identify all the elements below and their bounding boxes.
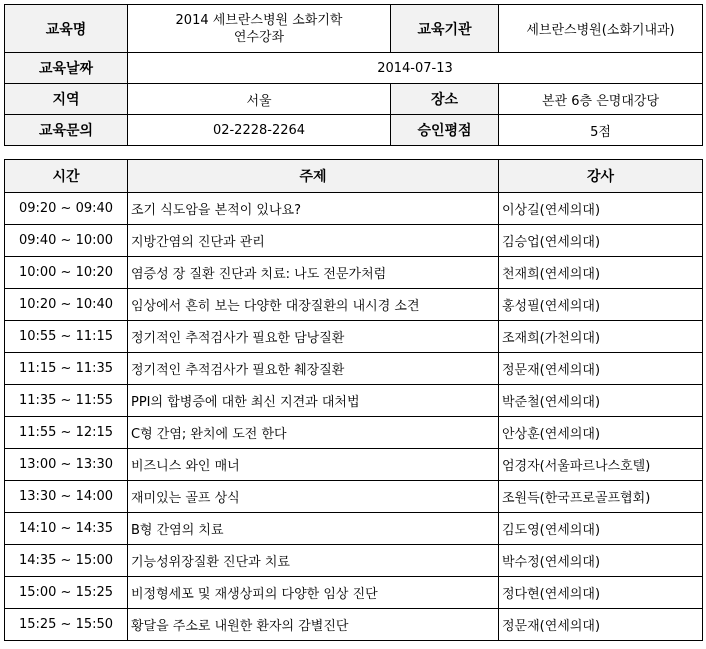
time-cell: 13:30 ~ 14:00: [5, 481, 128, 513]
time-cell: 11:55 ~ 12:15: [5, 417, 128, 449]
lecturer-cell: 정다현(연세의대): [499, 577, 703, 609]
table-row: [5, 545, 703, 577]
table-row: [5, 257, 703, 289]
time-cell: 10:00 ~ 10:20: [5, 257, 128, 289]
lecturer-cell: 박준철(연세의대): [499, 385, 703, 417]
course-name-line1: 2014 세브란스병원 소화기학: [175, 12, 343, 28]
time-cell: 15:00 ~ 15:25: [5, 577, 128, 609]
lecturer-header: 강사: [499, 160, 703, 193]
institution-label: 교육기관: [391, 5, 499, 53]
course-info-table: [4, 4, 703, 146]
topic-cell: 황달을 주소로 내원한 환자의 감별진단: [128, 609, 499, 641]
topic-cell: 지방간염의 진단과 관리: [128, 225, 499, 257]
lecturer-cell: 박수정(연세의대): [499, 545, 703, 577]
lecturer-cell: 천재희(연세의대): [499, 257, 703, 289]
place-value: 본관 6층 은명대강당: [499, 84, 703, 115]
topic-cell: 정기적인 추적검사가 필요한 담낭질환: [128, 321, 499, 353]
topic-header: 주제: [128, 160, 499, 193]
date-label: 교육날짜: [5, 53, 128, 84]
credit-value: 5점: [499, 115, 703, 146]
lecturer-cell: 정문재(연세의대): [499, 353, 703, 385]
schedule-table: [4, 159, 703, 641]
table-row: [5, 289, 703, 321]
table-row: [5, 417, 703, 449]
table-row: [5, 609, 703, 641]
table-row: [5, 577, 703, 609]
lecturer-cell: 조재희(가천의대): [499, 321, 703, 353]
place-label: 장소: [391, 84, 499, 115]
lecturer-cell: 홍성필(연세의대): [499, 289, 703, 321]
time-cell: 10:55 ~ 11:15: [5, 321, 128, 353]
lecturer-cell: 조원득(한국프로골프협회): [499, 481, 703, 513]
lecturer-cell: 정문재(연세의대): [499, 609, 703, 641]
course-name-line2: 연수강좌: [233, 29, 285, 45]
lecturer-cell: 김승업(연세의대): [499, 225, 703, 257]
time-cell: 09:40 ~ 10:00: [5, 225, 128, 257]
topic-cell: 재미있는 골프 상식: [128, 481, 499, 513]
topic-cell: 임상에서 흔히 보는 다양한 대장질환의 내시경 소견: [128, 289, 499, 321]
schedule-header-row: [5, 160, 703, 193]
lecturer-cell: 이상길(연세의대): [499, 193, 703, 225]
table-row: [5, 193, 703, 225]
time-cell: 13:00 ~ 13:30: [5, 449, 128, 481]
topic-cell: B형 간염의 치료: [128, 513, 499, 545]
topic-cell: C형 간염; 완치에 도전 한다: [128, 417, 499, 449]
time-cell: 14:10 ~ 14:35: [5, 513, 128, 545]
contact-value: 02-2228-2264: [128, 115, 391, 146]
time-cell: 10:20 ~ 10:40: [5, 289, 128, 321]
table-row: [5, 225, 703, 257]
topic-cell: 정기적인 추적검사가 필요한 췌장질환: [128, 353, 499, 385]
time-cell: 11:35 ~ 11:55: [5, 385, 128, 417]
topic-cell: 조기 식도암을 본적이 있나요?: [128, 193, 499, 225]
time-cell: 09:20 ~ 09:40: [5, 193, 128, 225]
date-value: 2014-07-13: [128, 53, 703, 84]
institution-value: 세브란스병원(소화기내과): [499, 5, 703, 53]
credit-label: 승인평점: [391, 115, 499, 146]
time-cell: 11:15 ~ 11:35: [5, 353, 128, 385]
lecturer-cell: 김도영(연세의대): [499, 513, 703, 545]
time-header: 시간: [5, 160, 128, 193]
table-row: [5, 513, 703, 545]
topic-cell: 비정형세포 및 재생상피의 다양한 임상 진단: [128, 577, 499, 609]
table-row: [5, 385, 703, 417]
topic-cell: 기능성위장질환 진단과 치료: [128, 545, 499, 577]
time-cell: 15:25 ~ 15:50: [5, 609, 128, 641]
contact-label: 교육문의: [5, 115, 128, 146]
topic-cell: 염증성 장 질환 진단과 치료: 나도 전문가처럼: [128, 257, 499, 289]
table-row: [5, 449, 703, 481]
course-name-value: [128, 5, 391, 53]
table-row: [5, 321, 703, 353]
table-row: [5, 481, 703, 513]
region-value: 서울: [128, 84, 391, 115]
topic-cell: PPI의 합병증에 대한 최신 지견과 대처법: [128, 385, 499, 417]
lecturer-cell: 안상훈(연세의대): [499, 417, 703, 449]
topic-cell: 비즈니스 와인 매너: [128, 449, 499, 481]
table-row: [5, 353, 703, 385]
time-cell: 14:35 ~ 15:00: [5, 545, 128, 577]
region-label: 지역: [5, 84, 128, 115]
course-name-label: 교육명: [5, 5, 128, 53]
lecturer-cell: 엄경자(서울파르나스호텔): [499, 449, 703, 481]
